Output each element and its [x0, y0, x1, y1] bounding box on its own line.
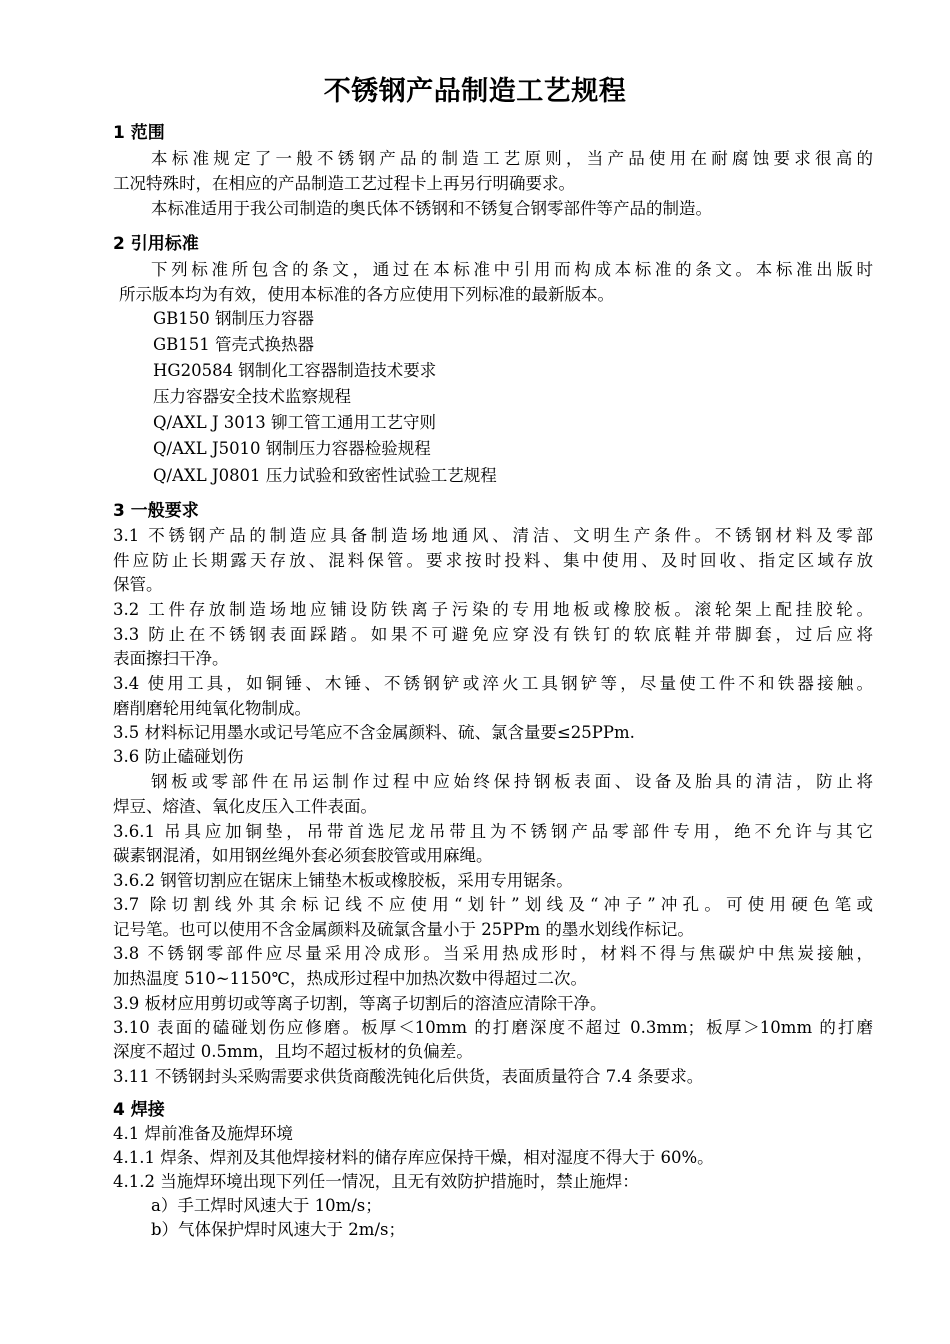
clause-line: 3.8 不锈钢零部件应尽量采用冷成形。当采用热成形时，材料不得与焦碳炉中焦炭接触，: [113, 944, 873, 963]
reference-item: Q/AXL J0801 压力试验和致密性试验工艺规程: [153, 466, 497, 485]
list-item: b）气体保护焊时风速大于 2m/s；: [151, 1220, 405, 1239]
clause-line: 3.7 除切割线外其余标记线不应使用“划针”划线及“冲子”冲孔。可使用硬色笔或: [113, 895, 873, 914]
clause-line: 4.1 焊前准备及施焊环境: [113, 1124, 293, 1143]
clause-line: 碳素钢混淆，如用钢丝绳外套必须套胶管或用麻绳。: [113, 846, 493, 865]
reference-item: 压力容器安全技术监察规程: [153, 387, 351, 406]
reference-item: Q/AXL J5010 钢制压力容器检验规程: [153, 439, 431, 458]
clause-line: 加热温度 510~1150℃，热成形过程中加热次数中得超过二次。: [113, 969, 588, 988]
clause-line: 保管。: [113, 575, 163, 594]
clause-line: 磨削磨轮用纯氧化物制成。: [113, 699, 311, 718]
section-2-heading: 2 引用标准: [113, 234, 199, 254]
clause-line: 焊豆、熔渣、氧化皮压入工件表面。: [113, 797, 377, 816]
clause-line: 3.6.2 钢管切割应在锯床上铺垫木板或橡胶板，采用专用锯条。: [113, 871, 573, 890]
paragraph-line: 下列标准所包含的条文，通过在本标准中引用而构成本标准的条文。本标准出版时: [151, 260, 873, 279]
reference-item: HG20584 钢制化工容器制造技术要求: [153, 361, 437, 380]
clause-line: 深度不超过 0.5mm，且均不超过板材的负偏差。: [113, 1042, 473, 1061]
section-1-heading: 1 范围: [113, 123, 165, 143]
clause-line: 3.6 防止磕碰划伤: [113, 747, 244, 766]
clause-line: 3.3 防止在不锈钢表面踩踏。如果不可避免应穿没有铁钉的软底鞋并带脚套，过后应将: [113, 625, 873, 644]
clause-line: 表面擦扫干净。: [113, 649, 229, 668]
clause-line: 3.1 不锈钢产品的制造应具备制造场地通风、清洁、文明生产条件。不锈钢材料及零部: [113, 526, 873, 545]
paragraph-line: 所示版本均为有效，使用本标准的各方应使用下列标准的最新版本。: [119, 285, 614, 304]
clause-line: 3.11 不锈钢封头采购需要求供货商酸洗钝化后供货，表面质量符合 7.4 条要求。: [113, 1067, 704, 1086]
reference-item: GB151 管壳式换热器: [153, 335, 315, 354]
clause-line: 4.1.2 当施焊环境出现下列任一情况，且无有效防护措施时，禁止施焊：: [113, 1172, 639, 1191]
document-title: 不锈钢产品制造工艺规程: [323, 76, 627, 107]
list-item: a）手工焊时风速大于 10m/s；: [151, 1196, 382, 1215]
clause-line: 3.9 板材应用剪切或等离子切割，等离子切割后的溶渣应清除干净。: [113, 994, 607, 1013]
clause-line: 件应防止长期露天存放、混料保管。要求按时投料、集中使用、及时回收、指定区域存放: [113, 551, 873, 570]
paragraph-line: 本标准规定了一般不锈钢产品的制造工艺原则，当产品使用在耐腐蚀要求很高的: [151, 149, 873, 168]
reference-item: GB150 钢制压力容器: [153, 309, 315, 328]
paragraph-line: 本标准适用于我公司制造的奥氏体不锈钢和不锈复合钢零部件等产品的制造。: [151, 199, 712, 218]
clause-line: 钢板或零部件在吊运制作过程中应始终保持钢板表面、设备及胎具的清洁，防止将: [151, 772, 873, 791]
clause-line: 3.4 使用工具，如铜锤、木锤、不锈钢铲或淬火工具钢铲等，尽量使工件不和铁器接触。: [113, 674, 873, 693]
section-3-heading: 3 一般要求: [113, 501, 199, 521]
section-4-heading: 4 焊接: [113, 1100, 165, 1120]
reference-item: Q/AXL J 3013 铆工管工通用工艺守则: [153, 413, 437, 432]
clause-line: 3.6.1 吊具应加铜垫，吊带首选尼龙吊带且为不锈钢产品零部件专用，绝不允许与其它: [113, 822, 873, 841]
clause-line: 记号笔。也可以使用不含金属颜料及硫氯含量小于 25PPm 的墨水划线作标记。: [113, 920, 694, 939]
paragraph-line: 工况特殊时，在相应的产品制造工艺过程卡上再另行明确要求。: [113, 174, 575, 193]
clause-line: 3.5 材料标记用墨水或记号笔应不含金属颜料、硫、氯含量要≤25PPm.: [113, 723, 635, 742]
clause-line: 4.1.1 焊条、焊剂及其他焊接材料的储存库应保持干燥，相对湿度不得大于 60%。: [113, 1148, 714, 1167]
clause-line: 3.10 表面的磕碰划伤应修磨。板厚＜10mm 的打磨深度不超过 0.3mm；板厚＞10mm 的打磨: [113, 1018, 873, 1037]
clause-line: 3.2 工件存放制造场地应铺设防铁离子污染的专用地板或橡胶板。滚轮架上配挂胶轮。: [113, 600, 873, 619]
